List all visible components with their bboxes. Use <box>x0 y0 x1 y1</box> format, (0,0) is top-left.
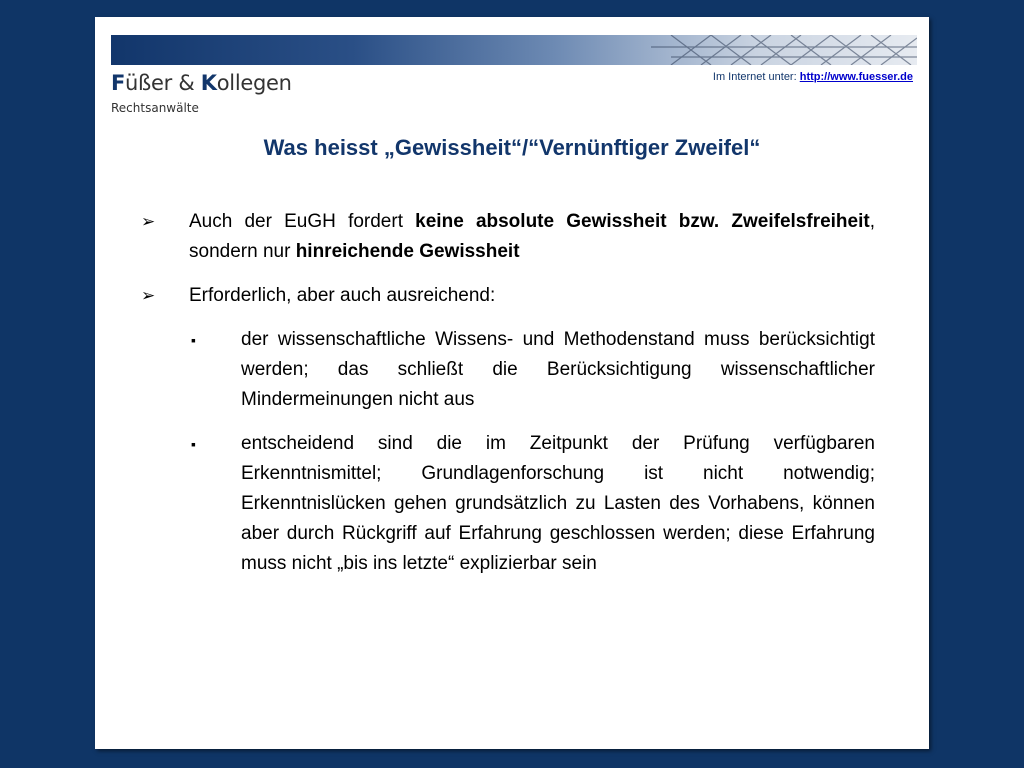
website-link[interactable]: http://www.fuesser.de <box>799 71 913 83</box>
website-label: Im Internet unter: <box>712 71 800 83</box>
sub-bullet-item <box>141 429 875 579</box>
arrow-bullet-icon: ➢ <box>141 212 156 231</box>
bullet-item <box>141 207 875 267</box>
slide-content <box>141 207 875 593</box>
slide-title: Was heisst „Gewissheit“/“Vernünftiger Zweifel“ <box>263 135 761 160</box>
logo-initial-f: F <box>111 71 126 95</box>
arrow-bullet-icon: ➢ <box>141 286 156 305</box>
logo-initial-k: K <box>200 71 217 95</box>
square-bullet-icon: ▪ <box>191 332 196 348</box>
bullet-text: Erforderlich, aber auch ausreichend: <box>189 285 496 306</box>
bullet-item <box>141 281 875 311</box>
bullet-text: Auch der EuGH fordert <box>189 211 416 232</box>
sub-bullet-text: entscheidend sind die im Zeitpunkt der Prüfung verfügbaren Erkenntnismittel; Grundlagenforschung ist nicht notwendig; Erkenntnislücken gehen grundsätzlich zu Lasten des Vorhabens, können aber durch Rückgriff auf Erfahrung geschlossen werden; diese Erfahrung muss nicht „bis ins letzte“ explizierbar sein <box>241 433 875 574</box>
sub-bullet-item <box>141 325 875 415</box>
bridge-structure-graphic <box>111 35 917 65</box>
company-logo <box>111 71 292 115</box>
logo-name-rest: ollegen <box>216 71 292 95</box>
logo-name <box>111 71 292 95</box>
logo-name-part: üßer & <box>125 71 201 95</box>
header-banner <box>111 35 917 65</box>
sub-bullet-text: der wissenschaftliche Wissens- und Methodenstand muss berücksichtigt werden; das schließt die Berücksichtigung wissenschaftlicher Mindermeinungen nicht aus <box>241 329 875 410</box>
bullet-bold-text: keine absolute Gewissheit bzw. Zweifelsfreiheit <box>415 211 870 232</box>
bullet-text: , sondern nur <box>189 211 875 262</box>
logo-subtitle: Rechtsanwälte <box>111 101 199 115</box>
website-line <box>713 71 913 83</box>
bullet-bold-text: hinreichende Gewissheit <box>295 241 520 262</box>
square-bullet-icon: ▪ <box>191 436 196 452</box>
slide <box>95 17 929 749</box>
